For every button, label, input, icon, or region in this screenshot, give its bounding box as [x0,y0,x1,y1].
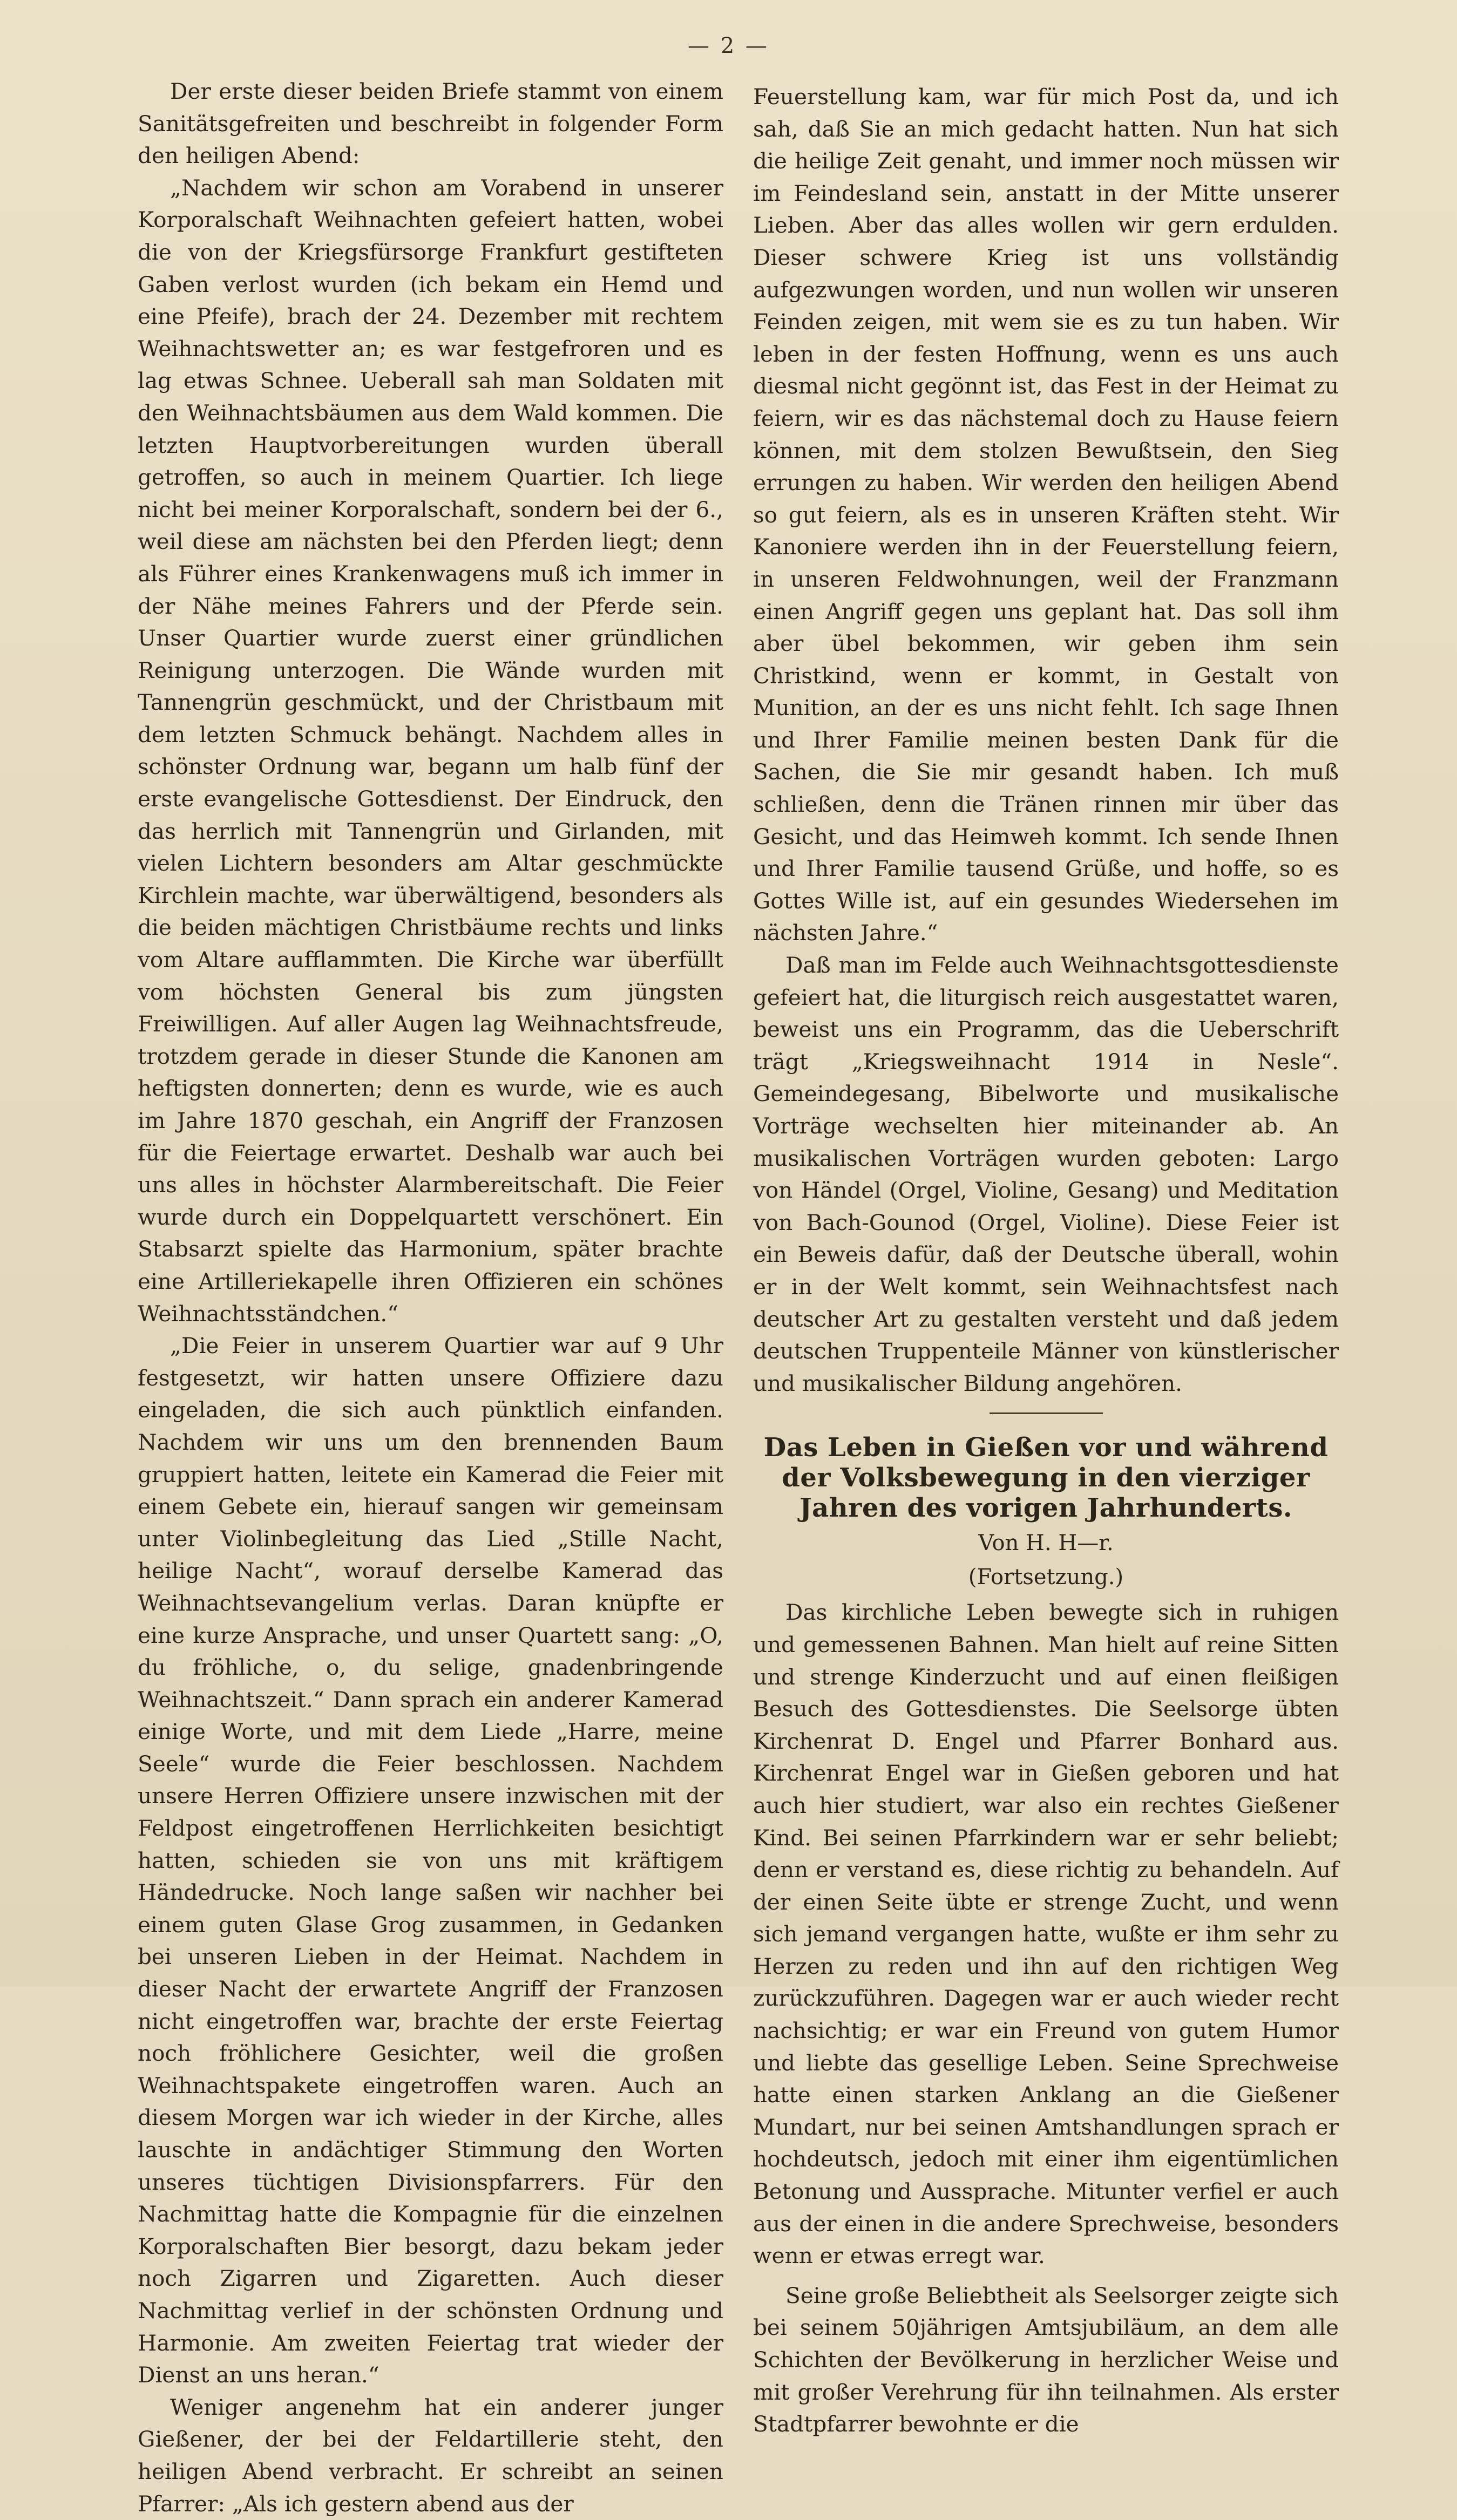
article-divider [990,1412,1103,1414]
right-column [753,81,1339,2441]
article-paragraph-1: Das kirchliche Leben bewegte sich in ruhigen und gemessenen Bahnen. Man hielt auf reine Sitten und strenge Kinderzucht und auf einen fleißigen Besuch des Gottesdienstes. Die Seelsorge übten Kirchenrat D. Engel und Pfarrer Bonhard aus. Kirchenrat Engel war in Gießen geboren und hat auch hier studiert, war also ein rechtes Gießener Kind. Bei seinen Pfarrkindern war er sehr beliebt; denn er verstand es, diese richtig zu behandeln. Auf der einen Seite übte er strenge Zucht, und wenn sich jemand vergangen hatte, wußte er ihm sehr zu Herzen zu reden und ihn auf den richtigen Weg zurückzuführen. Dagegen war er auch wieder recht nachsichtig; er war ein Freund von gutem Humor und liebte das gesellige Leben. Seine Sprechweise hatte einen starken Anklang an die Gießener Mundart, nur bei seinen Amtshandlungen sprach er hochdeutsch, jedoch mit einer ihm eigentümlichen Betonung und Aussprache. Mitunter verfiel er auch aus der einen in die andere Sprechweise, besonders wenn er etwas erregt war. [753,1599,1339,2269]
left-paragraph-4: Weniger angenehm hat ein anderer junger Gießener, der bei der Feldartillerie steht, den heiligen Abend verbracht. Er schreibt an seinen Pfarrer: „Als ich gestern abend aus der [138,2394,723,2517]
left-paragraph-1: Der erste dieser beiden Briefe stammt von einem Sanitätsgefreiten und beschreibt in folgender Form den heiligen Abend: [138,78,723,169]
article-byline: Von H. H—r. [978,1531,1114,1556]
article-title: Das Leben in Gießen vor und während der Volksbewegung in den vierziger Jahren des vorigen Jahrhunderts. [763,1432,1329,1524]
left-paragraph-2: „Nachdem wir schon am Vorabend in unserer Korporalschaft Weihnachten gefeiert hatten, wobei die von der Kriegsfürsorge Frankfurt gestifteten Gaben verlost wurden (ich bekam ein Hemd und eine Pfeife), brach der 24. Dezember mit rechtem Weihnachtswetter an; es war festgefroren und es lag etwas Schnee. Ueberall sah man Soldaten mit den Weihnachtsbäumen aus dem Wald kommen. Die letzten Hauptvorbereitungen wurden überall getroffen, so auch in meinem Quartier. Ich liege nicht bei meiner Korporalschaft, sondern bei der 6., weil diese am nächsten bei den Pferden liegt; denn als Führer eines Krankenwagens muß ich immer in der Nähe meines Fahrers und der Pferde sein. Unser Quartier wurde zuerst einer gründlichen Reinigung unterzogen. Die Wände wurden mit Tannengrün geschmückt, und der Christbaum mit dem letzten Schmuck behängt. Nachdem alles in schönster Ordnung war, begann um halb fünf der erste evangelische Gottesdienst. Der Eindruck, den das herrlich mit Tannengrün und Girlanden, mit vielen Lichtern besonders am Altar geschmückte Kirchlein machte, war überwältigend, besonders als die beiden mächtigen Christbäume rechts und links vom Altare aufflammten. Die Kirche war überfüllt vom höchsten General bis zum jüngsten Freiwilligen. Auf aller Augen lag Weihnachtsfreude, trotzdem gerade in dieser Stunde die Kanonen am heftigsten donnerten; denn es wurde, wie es auch im Jahre 1870 geschah, ein Angriff der Franzosen für die Feiertage erwartet. Deshalb war auch bei uns alles in höchster Alarmbereitschaft. Die Feier wurde durch ein Doppelquartett verschönert. Ein Stabsarzt spielte das Harmonium, später brachte eine Artilleriekapelle ihren Offizieren ein schönes Weihnachtsständchen.“ [138,174,723,1327]
right-paragraph-2: Daß man im Felde auch Weihnachtsgottesdienste gefeiert hat, die liturgisch reich ausgestattet waren, beweist uns ein Programm, das die Ueberschrift trägt „Kriegsweihnacht 1914 in Nesle“. Gemeindegesang, Bibelworte und musikalische Vorträge wechselten hier miteinander ab. An musikalischen Vorträgen wurden geboten: Largo von Händel (Orgel, Violine, Gesang) und Meditation von Bach-Gounod (Orgel, Violine). Diese Feier ist ein Beweis dafür, daß der Deutsche überall, wohin er in der Welt kommt, sein Weihnachtsfest nach deutscher Art zu gestalten versteht und daß jedem deutschen Truppenteile Männer von künstlerischer und musikalischer Bildung angehören. [753,952,1339,1396]
right-paragraph-1: Feuerstellung kam, war für mich Post da, und ich sah, daß Sie an mich gedacht hatten. Nun hat sich die heilige Zeit genaht, und immer noch müssen wir im Feindesland sein, anstatt in der Mitte unserer Lieben. Aber das alles wollen wir gern erdulden. Dieser schwere Krieg ist uns vollständig aufgezwungen worden, und nun wollen wir unseren Feinden zeigen, mit wem sie es zu tun haben. Wir leben in der festen Hoffnung, wenn es uns auch diesmal nicht gegönnt ist, das Fest in der Heimat zu feiern, wir es das nächstemal doch zu Hause feiern können, mit dem stolzen Bewußtsein, den Sieg errungen zu haben. Wir werden den heiligen Abend so gut feiern, als es in unseren Kräften steht. Wir Kanoniere werden ihn in der Feuerstellung feiern, in unseren Feldwohnungen, weil der Franzmann einen Angriff gegen uns geplant hat. Das soll ihm aber übel bekommen, wir geben ihm sein Christkind, wenn er kommt, in Gestalt von Munition, an der es uns nicht fehlt. Ich sage Ihnen und Ihrer Familie meinen besten Dank für die Sachen, die Sie mir gesandt haben. Ich muß schließen, denn die Tränen rinnen mir über das Gesicht, und das Heimweh kommt. Ich sende Ihnen und Ihrer Familie tausend Grüße, und hoffe, so es Gottes Wille ist, auf ein gesundes Wiedersehen im nächsten Jahre.“ [753,84,1339,946]
article-continuation: (Fortsetzung.) [968,1565,1124,1590]
left-column [138,76,723,2520]
article-paragraph-2: Seine große Beliebtheit als Seelsorger zeigte sich bei seinem 50jährigen Amtsjubiläum, an dem alle Schichten der Bevölkerung in herzlicher Weise und mit großer Verehrung für ihn teilnahmen. Als erster Stadtpfarrer bewohnte er die [753,2282,1339,2437]
left-paragraph-3: „Die Feier in unserem Quartier war auf 9 Uhr festgesetzt, wir hatten unsere Offiziere dazu eingeladen, die sich auch pünktlich einfanden. Nachdem wir uns um den brennenden Baum gruppiert hatten, leitete ein Kamerad die Feier mit einem Gebete ein, hierauf sangen wir gemeinsam unter Violinbegleitung das Lied „Stille Nacht, heilige Nacht“, worauf derselbe Kamerad das Weihnachtsevangelium verlas. Daran knüpfte er eine kurze Ansprache, und unser Quartett sang: „O, du fröhliche, o, du selige, gnadenbringende Weihnachtszeit.“ Dann sprach ein anderer Kamerad einige Worte, und mit dem Liede „Harre, meine Seele“ wurde die Feier beschlossen. Nachdem unsere Herren Offiziere unsere inzwischen mit der Feldpost eingetroffenen Herrlichkeiten besichtigt hatten, schieden sie von uns mit kräftigem Händedrucke. Noch lange saßen wir nachher bei einem guten Glase Grog zusammen, in Gedanken bei unseren Lieben in der Heimat. Nachdem in dieser Nacht der erwartete Angriff der Franzosen nicht eingetroffen war, brachte der erste Feiertag noch fröhlichere Gesichter, weil die großen Weihnachtspakete eingetroffen waren. Auch an diesem Morgen war ich wieder in der Kirche, alles lauschte in andächtiger Stimmung den Worten unseres tüchtigen Divisionspfarrers. Für den Nachmittag hatte die Kompagnie für die einzelnen Korporalschaften Bier besorgt, dazu bekam jeder noch Zigarren und Zigaretten. Auch dieser Nachmittag verlief in der schönsten Ordnung und Harmonie. Am zweiten Feiertag trat wieder der Dienst an uns heran.“ [138,1333,723,2388]
page-number: — 2 — [688,33,769,58]
